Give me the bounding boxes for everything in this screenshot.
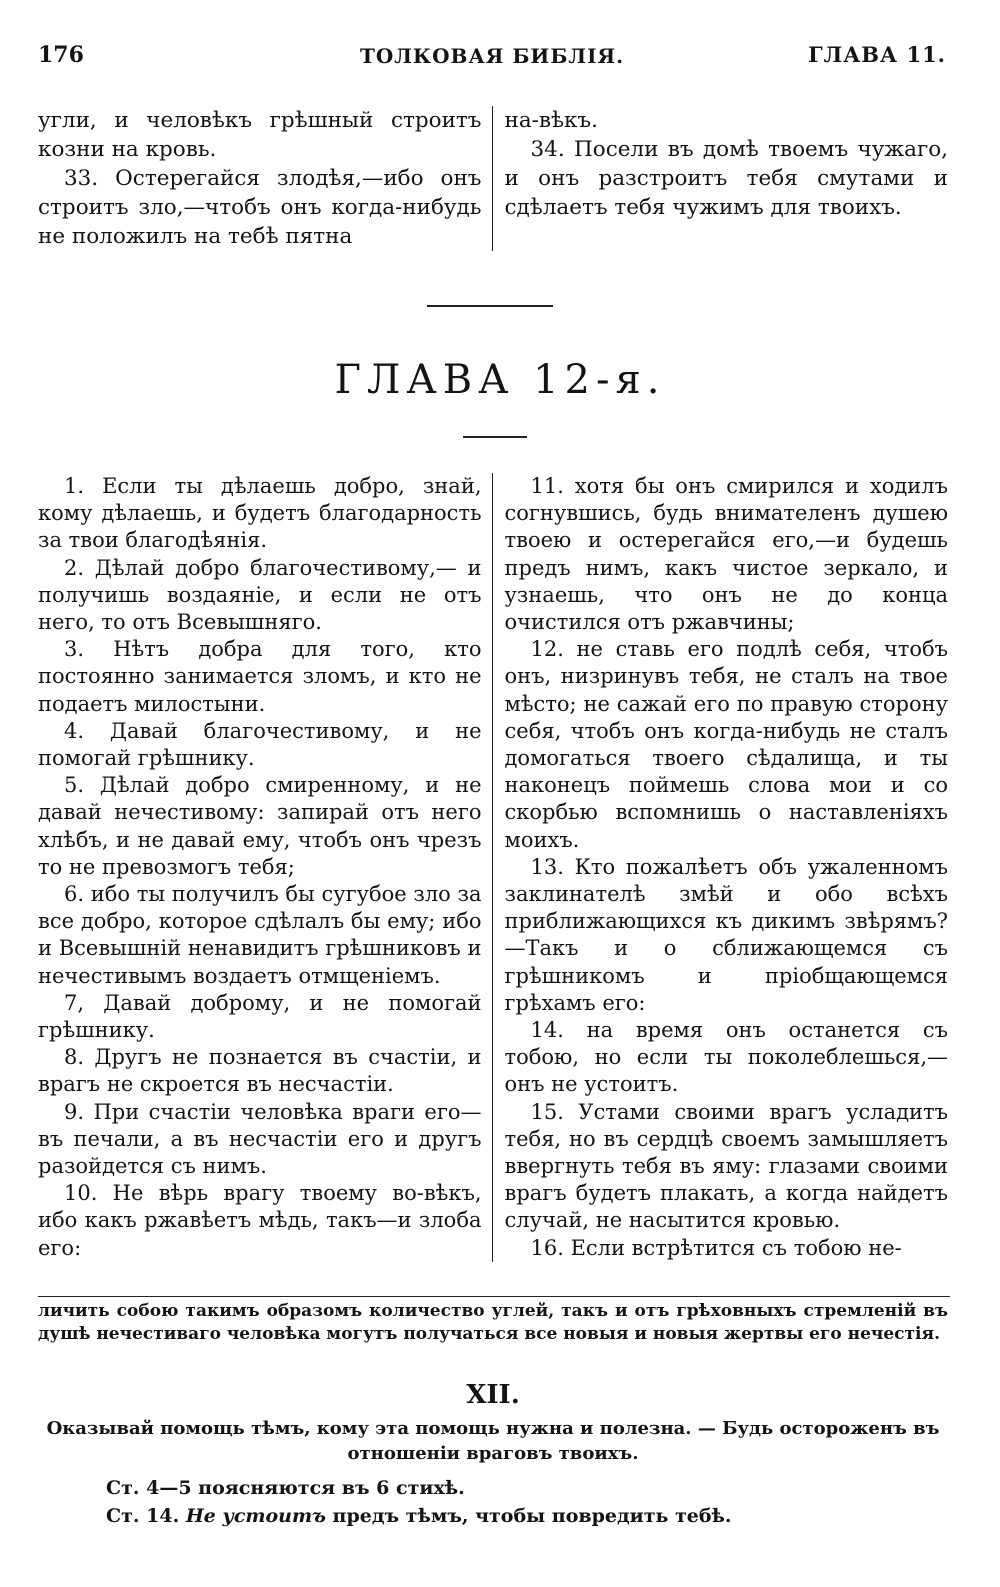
verse-paragraph: 12. не ставь его подлѣ себя, чтобъ онъ, низринувъ тебя, не сталъ на твое мѣсто; не сажай его по правую сторону себя, чтобъ онъ когда-нибудь не сталъ домогаться твоего сѣдалища, и ты наконецъ поймешь слова мои и со скорбью вспомнишь о наставленіяхъ моихъ. xyxy=(504,637,948,852)
running-chapter: ГЛАВА 11. xyxy=(808,42,946,67)
verse-paragraph: 34. Посели въ домѣ твоемъ чужаго, и онъ разстроитъ тебя смутами и сдѣлаетъ тебя чужимъ для твоихъ. xyxy=(504,137,948,220)
page-header xyxy=(38,42,946,82)
verse-paragraph: 5. Дѣлай добро смиренному, и не давай нечестивому: запирай отъ него хлѣбъ, и не давай ему, чтобъ онъ чрезъ то не превозмогъ тебя; xyxy=(38,773,482,879)
previous-chapter-right-column xyxy=(492,106,949,251)
page-number: 176 xyxy=(38,42,84,68)
verse-paragraph: 11. хотя бы онъ смирился и ходилъ согнувшись, будь внимателенъ душею твоею и остерегайся его,—и будешь предъ нимъ, какъ чистое зеркало, и узнаешь, что онъ не до конца очистился отъ ржавчины; xyxy=(504,474,948,635)
verse-paragraph: 7, Давай доброму, и не помогай грѣшнику. xyxy=(38,990,482,1043)
verse-paragraph: на-вѣкъ. xyxy=(504,108,598,133)
note-text: предъ тѣмъ, чтобы повредить тебѣ. xyxy=(332,1505,732,1527)
verse-paragraph: 13. Кто пожалѣетъ объ ужаленномъ заклинателѣ змѣй и обо всѣхъ приближающихся къ дикимъ звѣрямъ?—Такъ и о сближающемся съ грѣшникомъ и пріобщающемся грѣхамъ его: xyxy=(504,854,948,1015)
chapter-title: ГЛАВА 12-я. xyxy=(334,357,666,403)
divider-line xyxy=(463,436,527,438)
verse-paragraph: 14. на время онъ останется съ тобою, но если ты поколеблешься,— онъ не устоитъ. xyxy=(504,1018,948,1097)
verse-paragraph: 4. Давай благочестивому, и не помогай грѣшнику. xyxy=(38,718,482,771)
previous-chapter-ending xyxy=(38,106,948,251)
previous-chapter-left-column xyxy=(38,106,492,251)
verse-paragraph: 6. ибо ты получилъ бы сугубое зло за все добро, которое сдѣлалъ бы ему; ибо и Всевышній ненавидитъ грѣшниковъ и нечестивымъ воздаетъ отмщеніемъ. xyxy=(38,882,482,988)
verse-paragraph: 3. Нѣтъ добра для того, кто постоянно занимается зломъ, и кто не подаетъ милостыни. xyxy=(38,637,482,716)
commentary-section-heading: XII. xyxy=(466,1380,520,1410)
commentary-verse-note: Ст. 4—5 поясняются въ 6 стихѣ. xyxy=(106,1477,465,1499)
verse-paragraph: 9. При счастіи человѣка враги его—въ печали, а въ несчастіи его и другъ разойдется съ нимъ. xyxy=(38,1099,482,1179)
book-title: ТОЛКОВАЯ БИБЛІЯ. xyxy=(359,44,625,68)
verse-paragraph: 1. Если ты дѣлаешь добро, знай, кому дѣлаешь, и будетъ благодарность за твои благодѣянія. xyxy=(38,474,482,553)
quoted-phrase: Не устоитъ xyxy=(185,1505,326,1527)
verse-paragraph: 16. Если встрѣтится съ тобою не- xyxy=(530,1235,902,1260)
commentary-verse-note xyxy=(106,1503,946,1530)
commentary-continuation: личить собою такимъ образомъ количество углей, такъ и отъ грѣховныхъ стремленій въ душѣ нечестиваго человѣка могутъ получаться все новыя и новыя жертвы его нечестія. xyxy=(38,1301,948,1344)
verse-paragraph: 15. Устами своими врагъ усладитъ тебя, но въ сердцѣ своемъ замышляетъ ввергнуть тебя въ яму: глазами своими врагъ будетъ плакать, а когда найдетъ случай, не насытится кровью. xyxy=(504,1099,948,1233)
chapter-text xyxy=(38,473,948,1262)
divider-line xyxy=(427,305,553,307)
verse-paragraph: 2. Дѣлай добро благочестивому,— и получишь воздаяніе, и если не отъ него, то отъ Всевышняго. xyxy=(38,555,482,635)
verse-paragraph: 8. Другъ не познается въ счастіи, и врагъ не скроется въ несчастіи. xyxy=(38,1045,482,1097)
commentary-section-summary: Оказывай помощь тѣмъ, кому эта помощь нужна и полезна. — Будь остороженъ въ отношеніи враговъ твоихъ. xyxy=(46,1418,940,1464)
verse-paragraph: 33. Остерегайся злодѣя,—ибо онъ строитъ зло,—чтобъ онъ когда-нибудь не положилъ на тебѣ пятна xyxy=(38,166,482,249)
verse-paragraph: угли, и человѣкъ грѣшный строитъ козни на кровь. xyxy=(38,108,482,162)
chapter-left-column xyxy=(38,473,492,1262)
verse-paragraph: 10. Не вѣрь врагу твоему во-вѣкъ, ибо какъ ржавѣетъ мѣдь, такъ—и злоба его: xyxy=(38,1181,482,1260)
footnote-separator xyxy=(38,1296,950,1297)
chapter-right-column xyxy=(492,473,949,1262)
verse-reference: Ст. 14. xyxy=(106,1505,180,1527)
